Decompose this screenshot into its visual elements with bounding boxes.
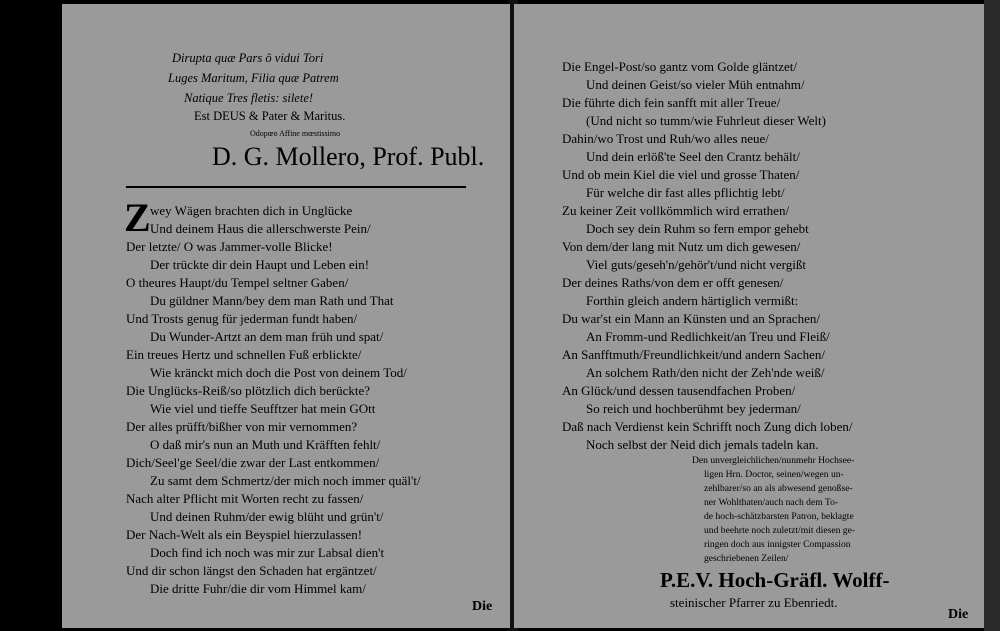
verse-line: Noch selbst der Neid dich jemals tadeln kan. — [586, 437, 819, 452]
verse-line: wey Wägen brachten dich in Unglücke — [150, 203, 353, 218]
signature-line: steinischer Pfarrer zu Ebenriedt. — [670, 595, 838, 610]
verse-line: Die führte dich fein sanfft mit aller Treue/ — [562, 95, 781, 110]
verse-line: Nach alter Pflicht mit Worten recht zu fassen/ — [126, 491, 364, 506]
verse-line: Und dir schon längst den Schaden hat ergäntzet/ — [126, 563, 377, 578]
verse-line: Der letzte/ O was Jammer-volle Blicke! — [126, 239, 333, 254]
verse-line: Der trückte dir dein Haupt und Leben ein! — [150, 257, 370, 272]
verse-line: Doch find ich noch was mir zur Labsal dien't — [150, 545, 385, 560]
verse-line: Die dritte Fuhr/die dir vom Himmel kam/ — [150, 581, 366, 596]
verse-line: Viel guts/geseh'n/gehör't/und nicht vergißt — [586, 257, 806, 272]
verse-line: Wie kränckt mich doch die Post von deinem Tod/ — [150, 365, 407, 380]
verse-line: Für welche dir fast alles pflichtig lebt/ — [586, 185, 785, 200]
verse-line: So reich und hochberühmt bey jederman/ — [586, 401, 801, 416]
verse-line: Ein treues Hertz und schnellen Fuß erblickte/ — [126, 347, 362, 362]
catchword: Die — [948, 607, 969, 622]
dedication-note-line: de hoch-schätzbarsten Patron, beklagte — [704, 511, 854, 522]
verse-line: Du Wunder-Artzt an dem man früh und spat/ — [150, 329, 384, 344]
verse-line: Der Nach-Welt als ein Beyspiel hierzulassen! — [126, 527, 363, 542]
verse-line: Und dein erlöß'te Seel den Crantz behält/ — [586, 149, 800, 164]
verse-line: Zu keiner Zeit vollkömmlich wird errathen/ — [562, 203, 790, 218]
verse-line: Die Engel-Post/so gantz vom Golde gläntzet/ — [562, 59, 798, 74]
latin-line: Est DEUS & Pater & Maritus. — [194, 109, 346, 123]
catchword: Die — [472, 599, 493, 614]
dedication-small: Odopœo Affine mœstissimo — [250, 129, 341, 138]
latin-line: Luges Maritum, Filia quæ Patrem — [168, 71, 339, 85]
right-page — [514, 4, 984, 628]
left-page — [62, 4, 510, 628]
dedication-note-line: und beehrte noch zuletzt/mit diesen ge- — [704, 525, 856, 536]
verse-line: Und Trosts genug für jederman fundt haben/ — [126, 311, 358, 326]
verse-line: Wie viel und tieffe Seufftzer hat mein GOtt — [150, 401, 376, 416]
verse-line: An Fromm-und Redlichkeit/an Treu und Fleiß/ — [586, 329, 830, 344]
verse-line: Dahin/wo Trost und Ruh/wo alles neue/ — [562, 131, 769, 146]
verse-line: An solchem Rath/den nicht der Zeh'nde weiß/ — [586, 365, 825, 380]
verse-line: Du güldner Mann/bey dem man Rath und That — [150, 293, 394, 308]
verse-line: O theures Haupt/du Tempel seltner Gaben/ — [126, 275, 349, 290]
dedication-note-line: ringen doch aus innigster Compassion — [704, 539, 851, 550]
verse-line: Doch sey dein Ruhm so fern empor gehebt — [586, 221, 809, 236]
verse-line: An Glück/und dessen tausendfachen Proben/ — [562, 383, 796, 398]
verse-line: An Sanfftmuth/Freundlichkeit/und andern Sachen/ — [562, 347, 825, 362]
verse-line: Von dem/der lang mit Nutz um dich gewesen/ — [562, 239, 801, 254]
dedication-note-line: ligen Hrn. Doctor, seinen/wegen un- — [704, 469, 844, 480]
verse-line: Forthin gleich andern härtiglich vermißt: — [586, 293, 799, 308]
verse-line: Die Unglücks-Reiß/so plötzlich dich berückte? — [126, 383, 371, 398]
verse-line: Und deinen Geist/so vieler Müh entnahm/ — [586, 77, 805, 92]
verse-line: Und deinen Ruhm/der ewig blüht und grün't/ — [150, 509, 384, 524]
dedication-note-line: Den unvergleichlichen/nunmehr Hochsee- — [692, 455, 855, 466]
verse-line: O daß mir's nun an Muth und Kräfften fehlt/ — [150, 437, 381, 452]
verse-line: Dich/Seel'ge Seel/die zwar der Last entkommen/ — [126, 455, 380, 470]
latin-line: Natique Tres fletis: silete! — [184, 91, 314, 105]
verse-line: Daß nach Verdienst kein Schrifft noch Zung dich loben/ — [562, 419, 853, 434]
signature: P.E.V. Hoch-Gräfl. Wolff- — [660, 568, 890, 592]
verse-line: Der alles prüfft/bißher von mir vernommen? — [126, 419, 358, 434]
verse-line: (Und nicht so tumm/wie Fuhrleut dieser Welt) — [586, 113, 826, 128]
dedication-note-line: ner Wohlthaten/auch nach dem To- — [704, 497, 839, 508]
dedication-note-line: geschriebenen Zeilen/ — [704, 553, 789, 564]
title-rule — [126, 186, 466, 188]
verse-line: Zu samt dem Schmertz/der mich noch immer quäl't/ — [150, 473, 421, 488]
dedication-note-line: zehlbarer/so an als abwesend genoßse- — [704, 483, 853, 494]
page-edge — [984, 0, 1000, 631]
verse-line: Und deinem Haus die allerschwerste Pein/ — [150, 221, 371, 236]
dedicatee-name: D. G. Mollero, Prof. Publ. — [212, 142, 485, 171]
verse-line: Und ob mein Kiel die viel und grosse Thaten/ — [562, 167, 800, 182]
latin-line: Dirupta quæ Pars ô vidui Tori — [172, 51, 324, 65]
verse-line: Du war'st ein Mann an Künsten und an Sprachen/ — [562, 311, 820, 326]
decorated-initial: Z — [124, 195, 151, 240]
verse-line: Der deines Raths/von dem er offt genesen/ — [562, 275, 784, 290]
